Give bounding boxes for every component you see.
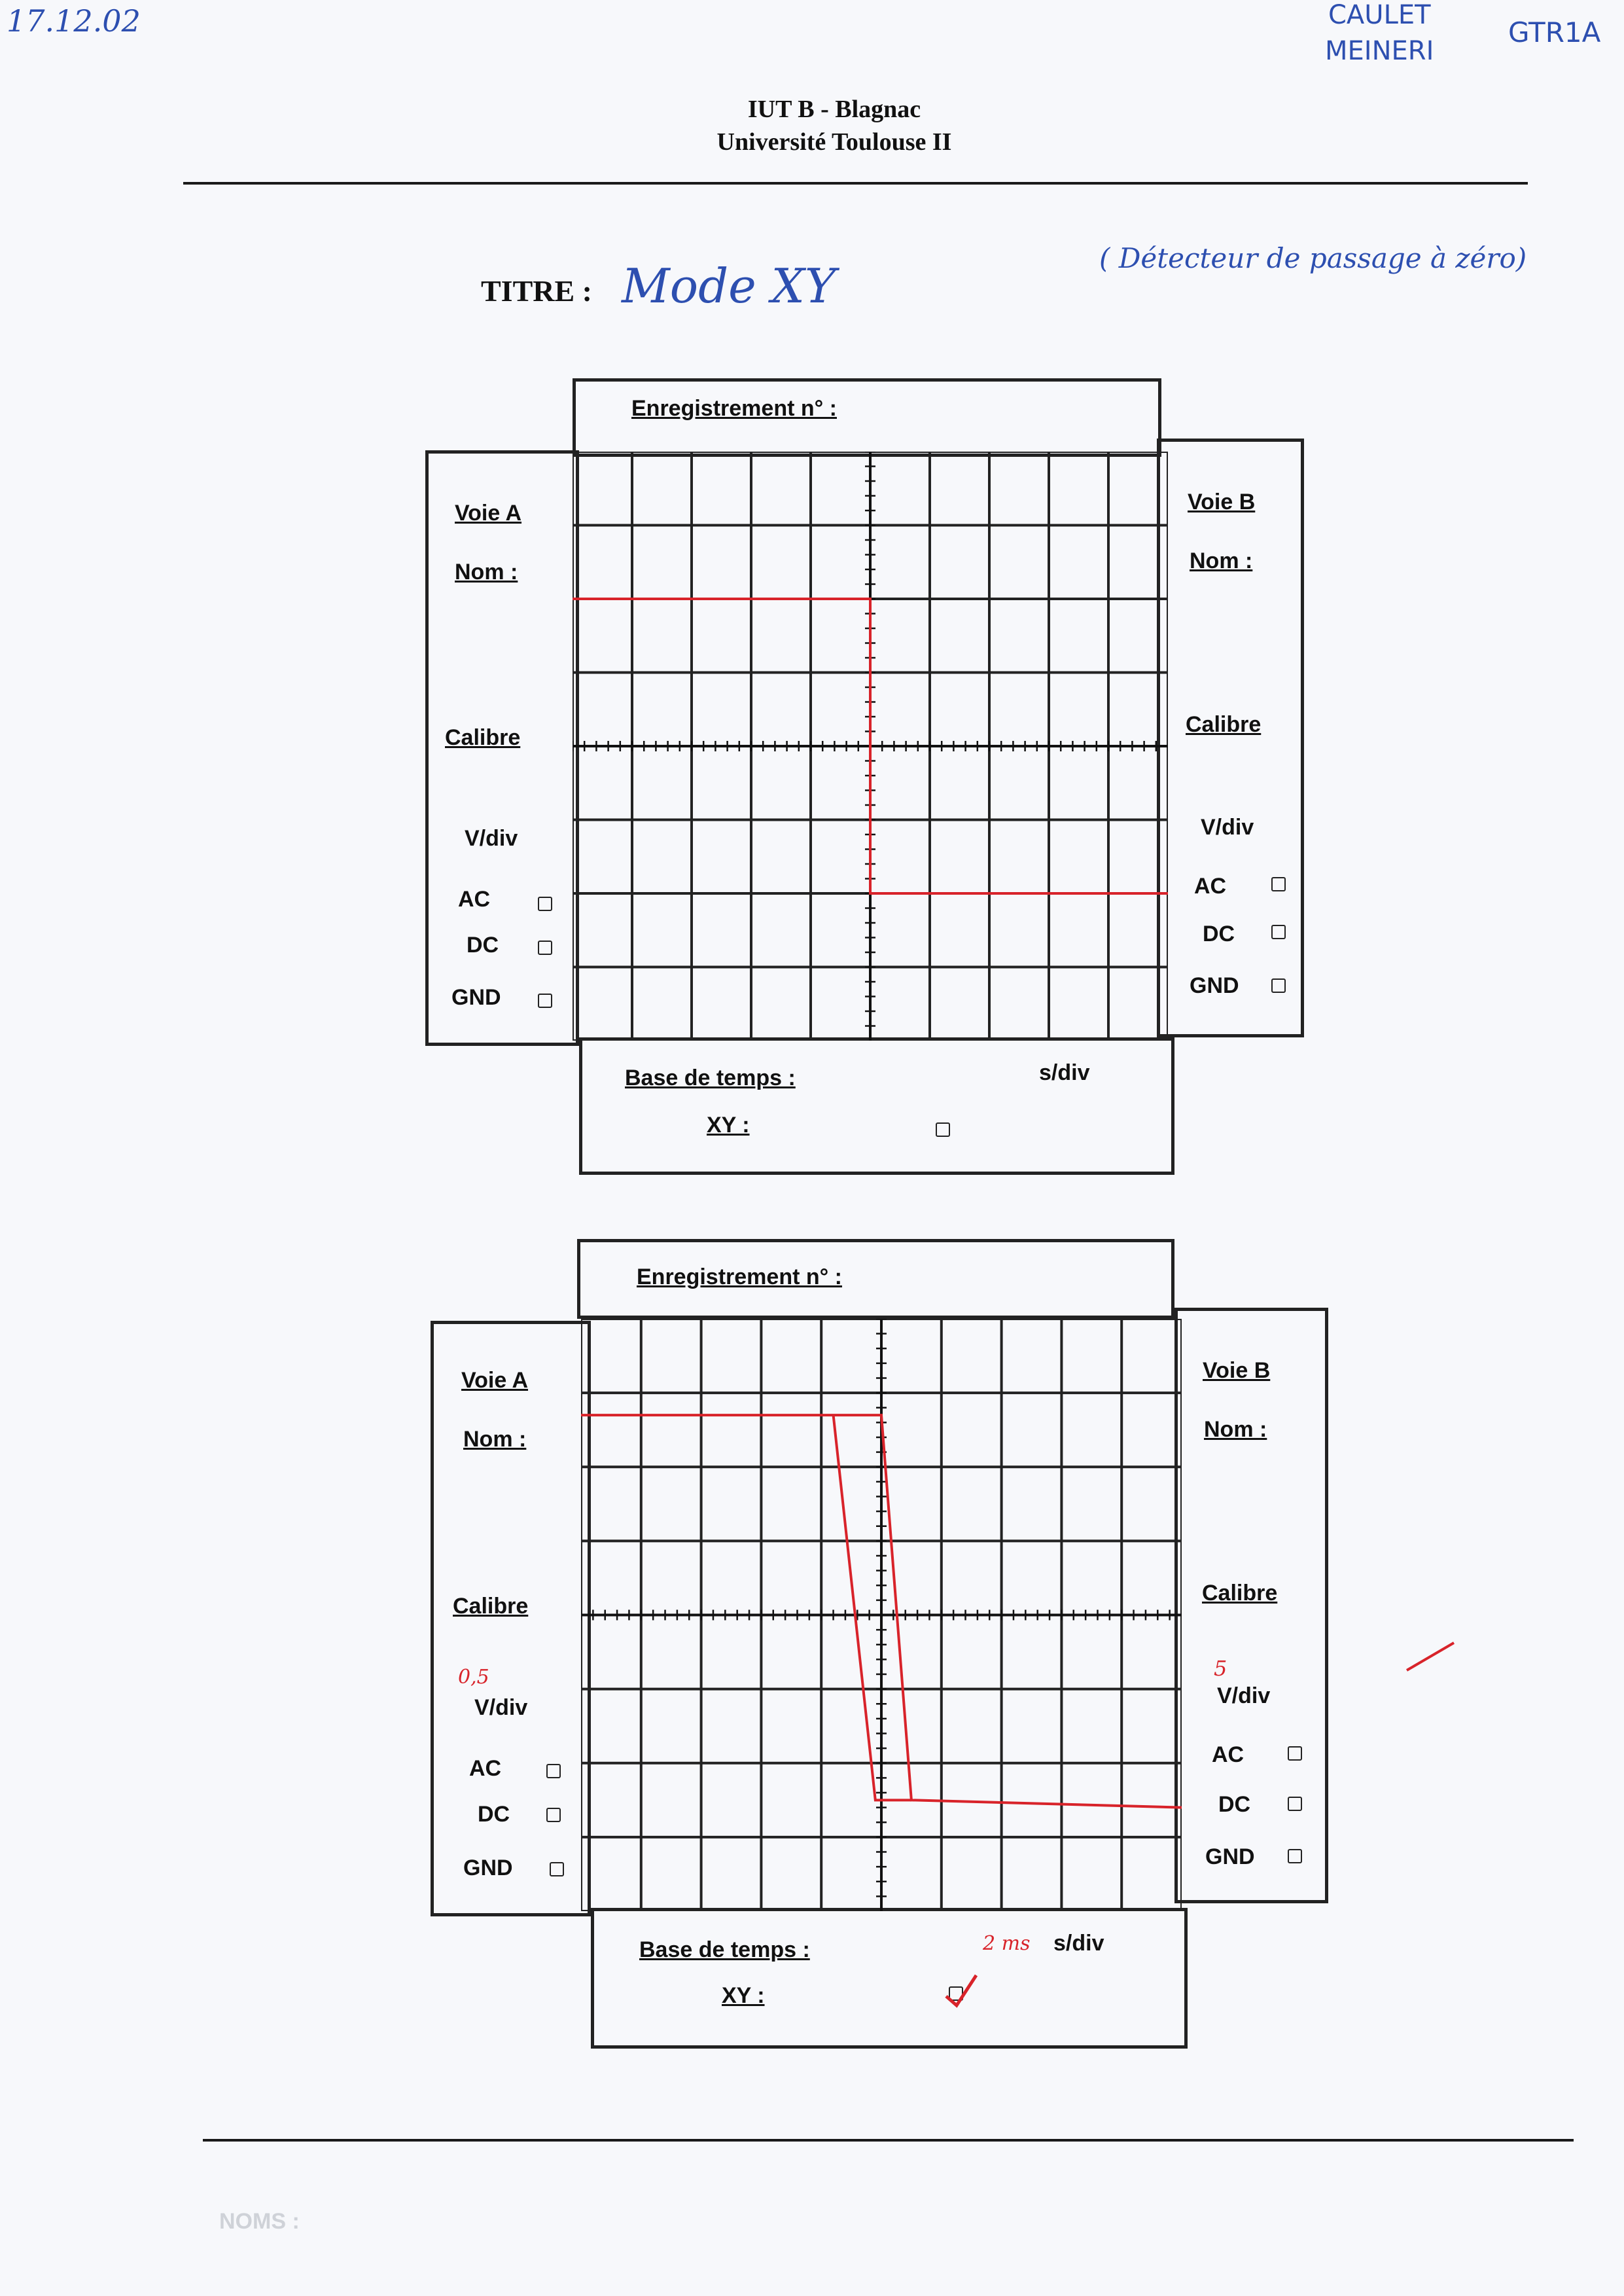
panel-1-channel-b-gnd-label: GND [1190, 973, 1239, 998]
panel-1-channel-b-gnd-checkbox[interactable] [1271, 978, 1286, 993]
panel-1-channel-b-dc-checkbox[interactable] [1271, 925, 1286, 939]
panel-1-channel-a-calibre-label: Calibre [445, 725, 521, 750]
panel-1-timebase-label: Base de temps : [625, 1066, 796, 1090]
panel-2-timebase-unit: s/div [1053, 1931, 1104, 1956]
panel-2-channel-b-gnd-label: GND [1205, 1844, 1255, 1869]
panel-2-channel-a-ac-label: AC [469, 1756, 502, 1781]
panel-2-timebase-label: Base de temps : [639, 1937, 810, 1962]
panel-2-channel-a-dc-label: DC [478, 1802, 510, 1827]
panel-2-channel-b-dc-checkbox[interactable] [1288, 1797, 1302, 1811]
footer-names-label: NOMS : [219, 2209, 300, 2234]
panel-2-channel-b-label: Voie B [1203, 1358, 1271, 1383]
panel-2-channel-b-calibre-value: 5 [1214, 1656, 1227, 1681]
institution-name: IUT B - Blagnac [747, 96, 921, 123]
panel-2-channel-a-gnd-checkbox[interactable] [550, 1862, 564, 1876]
panel-2-oscilloscope-screen [581, 1319, 1182, 1911]
university-name: Université Toulouse II [716, 128, 952, 156]
panel-2-channel-a-unit: V/div [474, 1695, 528, 1720]
title-value: Mode XY [622, 259, 836, 314]
panel-1-channel-a-name-label: Nom : [455, 560, 518, 584]
panel-1-channel-b-calibre-label: Calibre [1186, 712, 1262, 737]
panel-1-xy-checkbox[interactable] [936, 1122, 950, 1137]
panel-1-channel-a-unit: V/div [465, 826, 518, 851]
panel-2-xy-label: XY : [722, 1983, 765, 2008]
panel-1-channel-a-gnd-checkbox[interactable] [538, 994, 552, 1008]
panel-1-record-label: Enregistrement n° : [631, 396, 837, 421]
panel-2-channel-b-calibre-label: Calibre [1202, 1581, 1278, 1605]
panel-1-channel-b-label: Voie B [1188, 490, 1256, 514]
panel-2-channel-a-label: Voie A [461, 1368, 529, 1393]
panel-2-channel-b-unit: V/div [1217, 1683, 1271, 1708]
panel-1-channel-b-unit: V/div [1201, 815, 1254, 840]
panel-2-channel-b-dc-label: DC [1218, 1792, 1251, 1817]
panel-1-xy-label: XY : [707, 1113, 750, 1138]
signal-trace-2 [834, 1415, 911, 1800]
panel-2-channel-a-name-label: Nom : [463, 1427, 527, 1452]
panel-2-timebase-value: 2 ms [983, 1932, 1031, 1955]
panel-2-channel-a-calibre-label: Calibre [453, 1594, 529, 1619]
panel-1-timebase-unit: s/div [1039, 1060, 1090, 1085]
title-label: TITRE : [481, 274, 592, 308]
panel-1-channel-b-dc-label: DC [1203, 922, 1235, 946]
panel-1-channel-a-ac-label: AC [458, 887, 491, 912]
panel-2-channel-b-name-label: Nom : [1204, 1417, 1267, 1442]
panel-1-channel-a-dc-checkbox[interactable] [538, 941, 552, 955]
panel-1-channel-b-name-label: Nom : [1190, 548, 1253, 573]
name-annotation-1: CAULET [1328, 0, 1431, 30]
panel-1-channel-a-dc-label: DC [467, 933, 499, 958]
group-annotation: GTR1A [1508, 16, 1601, 48]
header-divider [183, 182, 1528, 185]
panel-2-channel-a-gnd-label: GND [463, 1856, 513, 1880]
panel-2-channel-b-ac-label: AC [1212, 1742, 1244, 1767]
panel-2-channel-a-dc-checkbox[interactable] [546, 1808, 561, 1822]
panel-1-channel-b-ac-label: AC [1194, 874, 1227, 899]
panel-2-record-label: Enregistrement n° : [637, 1265, 842, 1289]
panel-2-channel-b-ac-checkbox[interactable] [1288, 1746, 1302, 1761]
panel-1-channel-a-label: Voie A [455, 501, 522, 526]
panel-2-channel-a-calibre-value: 0,5 [458, 1666, 489, 1689]
panel-2-timebase-box [591, 1908, 1188, 2049]
panel-1-timebase-box [579, 1037, 1174, 1175]
name-annotation-2: MEINERI [1325, 36, 1434, 66]
panel-1-oscilloscope-screen [573, 452, 1168, 1041]
panel-1-channel-b-box [1157, 439, 1304, 1037]
panel-2-xy-check-mark [942, 1970, 981, 2009]
panel-2-channel-a-ac-checkbox[interactable] [546, 1764, 561, 1778]
margin-check-mark [1400, 1636, 1459, 1676]
panel-1-channel-a-ac-checkbox[interactable] [538, 897, 552, 911]
date-annotation: 17.12.02 [7, 3, 141, 39]
subtitle-annotation: ( Détecteur de passage à zéro) [1099, 242, 1527, 274]
panel-1-channel-a-gnd-label: GND [451, 985, 501, 1010]
footer-divider [203, 2139, 1574, 2142]
panel-2-channel-b-gnd-checkbox[interactable] [1288, 1849, 1302, 1863]
panel-1-channel-b-ac-checkbox[interactable] [1271, 877, 1286, 891]
